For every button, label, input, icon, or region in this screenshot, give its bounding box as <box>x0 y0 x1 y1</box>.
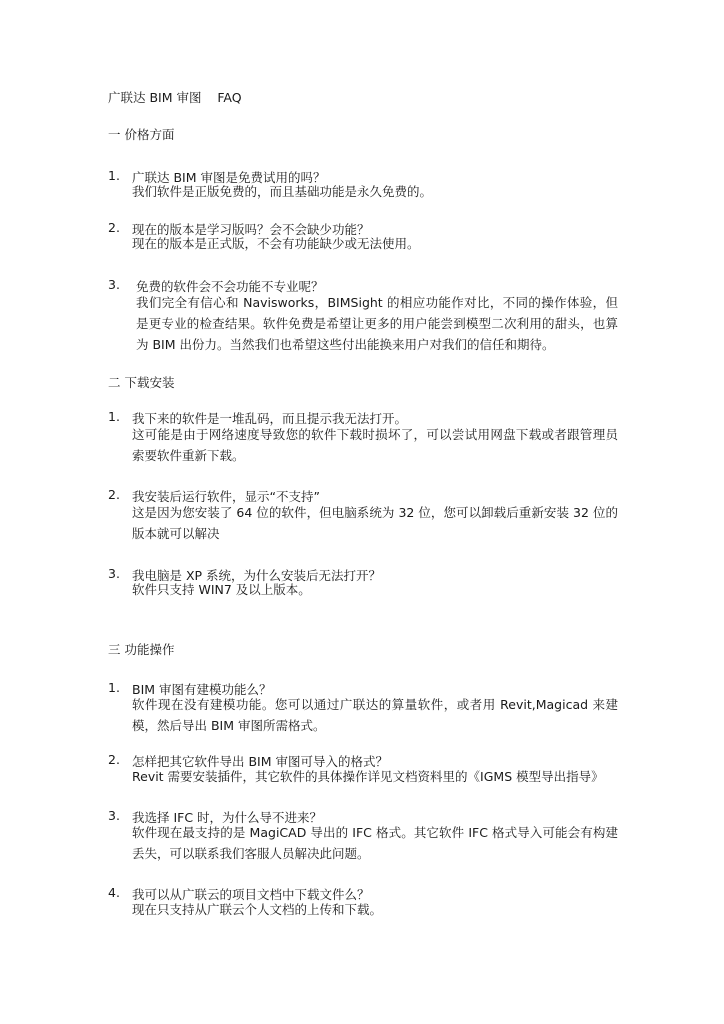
question-number: 2. <box>108 220 120 235</box>
answer-text: 这是因为您安装了 64 位的软件，但电脑系统为 32 位，您可以卸载后重新安装 32 位的版本就可以解决 <box>132 505 618 541</box>
section-heading-pricing: 一 价格方面 <box>108 127 175 142</box>
answer-text: 这可能是由于网络速度导致您的软件下载时损坏了，可以尝试用网盘下载或者跟管理员索要软件重新下载。 <box>132 427 618 463</box>
answer-text: 我们软件是正版免费的，而且基础功能是永久免费的。 <box>132 184 433 199</box>
question-text: 怎样把其它软件导出 BIM 审图可导入的格式？ <box>132 754 388 769</box>
question-text: 我下来的软件是一堆乱码，而且提示我无法打开。 <box>132 411 408 426</box>
question-number: 3. <box>108 277 120 292</box>
question-number: 2. <box>108 752 120 767</box>
question-text: 我可以从广联云的项目文档中下载文件么？ <box>132 887 370 902</box>
answer-text: 软件只支持 WIN7 及以上版本。 <box>132 582 311 597</box>
question-number: 3. <box>108 566 120 581</box>
answer-text: 我们完全有信心和 Navisworks，BIMSight 的相应功能作对比，不同的操作体验，但是更专业的检查结果。软件免费是希望让更多的用户能尝到模型二次利用的甜头，也算为 BIM 出份力。当然我们也希望这些付出能换来用户对我们的信任和期待。 <box>136 295 618 352</box>
section-heading-download-install: 二 下载安装 <box>108 375 175 390</box>
answer-text: 现在的版本是正式版，不会有功能缺少或无法使用。 <box>132 236 420 251</box>
question-number: 1. <box>108 409 120 424</box>
answer-text: Revit 需要安装插件，其它软件的具体操作详见文档资料里的《IGMS 模型导出指导》 <box>132 769 604 784</box>
answer-text: 软件现在最支持的是 MagiCAD 导出的 IFC 格式。其它软件 IFC 格式导入可能会有构建丢失，可以联系我们客服人员解决此问题。 <box>132 825 618 861</box>
question-text: 广联达 BIM 审图是免费试用的吗？ <box>132 170 326 185</box>
answer-text: 软件现在没有建模功能。您可以通过广联达的算量软件，或者用 Revit,Magicad 来建模，然后导出 BIM 审图所需格式。 <box>132 697 618 733</box>
question-text: BIM 审图有建模功能么？ <box>132 682 272 697</box>
question-number: 1. <box>108 680 120 695</box>
question-text: 现在的版本是学习版吗？会不会缺少功能？ <box>132 222 370 237</box>
question-text: 免费的软件会不会功能不专业呢？ <box>136 279 324 294</box>
question-number: 3. <box>108 808 120 823</box>
question-text: 我电脑是 XP 系统，为什么安装后无法打开？ <box>132 568 382 583</box>
section-heading-functions: 三 功能操作 <box>108 642 175 657</box>
question-number: 1. <box>108 168 120 183</box>
question-number: 2. <box>108 487 120 502</box>
answer-text: 现在只支持从广联云个人文档的上传和下载。 <box>132 902 383 917</box>
question-text: 我选择 IFC 时，为什么导不进来？ <box>132 810 323 825</box>
question-number: 4. <box>108 885 120 900</box>
question-text: 我安装后运行软件，显示“不支持” <box>132 489 320 504</box>
document-title: 广联达 BIM 审图 FAQ <box>108 90 242 105</box>
